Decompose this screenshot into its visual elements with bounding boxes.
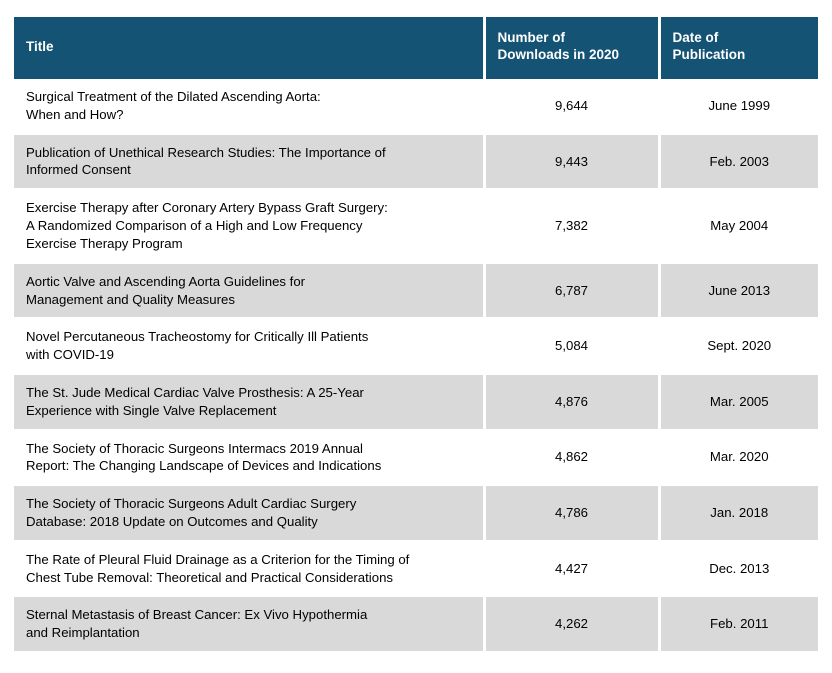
- table-row: [14, 374, 818, 430]
- table-row: [14, 318, 818, 374]
- table-row: [14, 596, 818, 652]
- column-header-title-line-1: Title: [26, 38, 54, 54]
- cell-title: [14, 134, 484, 190]
- cell-title: [14, 318, 484, 374]
- cell-downloads: 4,427: [484, 541, 659, 597]
- title-line: The Rate of Pleural Fluid Drainage as a Criterion for the Timing of: [26, 551, 410, 567]
- cell-date: Feb. 2003: [659, 134, 818, 190]
- title-line: with COVID-19: [26, 347, 114, 363]
- column-header-downloads-line-2: Downloads in 2020: [497, 47, 620, 62]
- table-row: [14, 189, 818, 262]
- cell-downloads: 6,787: [484, 263, 659, 319]
- cell-downloads: 4,262: [484, 596, 659, 652]
- cell-date: Sept. 2020: [659, 318, 818, 374]
- table-header-row: [14, 17, 818, 79]
- cell-downloads: 5,084: [484, 318, 659, 374]
- title-line: Sternal Metastasis of Breast Cancer: Ex Vivo Hypothermia: [26, 607, 368, 623]
- cell-date: Mar. 2005: [659, 374, 818, 430]
- title-line: Report: The Changing Landscape of Devices and Indications: [26, 458, 382, 474]
- title-line: Chest Tube Removal: Theoretical and Practical Considerations: [26, 569, 393, 585]
- cell-date: May 2004: [659, 189, 818, 262]
- table-row: [14, 485, 818, 541]
- table-row: [14, 263, 818, 319]
- cell-downloads: 9,443: [484, 134, 659, 190]
- cell-date: Dec. 2013: [659, 541, 818, 597]
- title-line: A Randomized Comparison of a High and Low Frequency: [26, 218, 363, 234]
- cell-date: Jan. 2018: [659, 485, 818, 541]
- title-line: Experience with Single Valve Replacement: [26, 402, 277, 418]
- column-header-downloads: [484, 17, 659, 79]
- cell-date: Feb. 2011: [659, 596, 818, 652]
- title-line: Surgical Treatment of the Dilated Ascending Aorta:: [26, 89, 321, 104]
- title-line: The St. Jude Medical Cardiac Valve Prosthesis: A 25-Year: [26, 384, 364, 400]
- title-line: When and How?: [26, 106, 124, 122]
- cell-title: [14, 430, 484, 486]
- cell-title: [14, 374, 484, 430]
- cell-title: [14, 263, 484, 319]
- cell-date: June 1999: [659, 79, 818, 134]
- title-line: Management and Quality Measures: [26, 291, 235, 307]
- title-line: Aortic Valve and Ascending Aorta Guidelines for: [26, 273, 306, 289]
- title-line: Exercise Therapy Program: [26, 235, 183, 251]
- title-line: Exercise Therapy after Coronary Artery Bypass Graft Surgery:: [26, 200, 388, 216]
- table-body: [14, 79, 818, 652]
- cell-downloads: 4,876: [484, 374, 659, 430]
- column-header-date-line-2: Publication: [672, 47, 746, 62]
- cell-title: [14, 485, 484, 541]
- column-header-date: [659, 17, 818, 79]
- title-line: Database: 2018 Update on Outcomes and Quality: [26, 514, 318, 529]
- cell-downloads: 7,382: [484, 189, 659, 262]
- top-downloads-table: [14, 17, 818, 653]
- title-line: Novel Percutaneous Tracheostomy for Critically Ill Patients: [26, 329, 369, 345]
- table-row: [14, 79, 818, 134]
- cell-title: [14, 541, 484, 597]
- cell-title: [14, 189, 484, 262]
- cell-date: Mar. 2020: [659, 430, 818, 486]
- column-header-title: [14, 17, 484, 79]
- column-header-date-line-1: Date of: [672, 30, 719, 46]
- downloads-table-container: [14, 17, 818, 653]
- cell-title: [14, 79, 484, 134]
- table-header: [14, 17, 818, 79]
- table-row: [14, 134, 818, 190]
- title-line: Publication of Unethical Research Studies: The Importance of: [26, 144, 386, 160]
- column-header-downloads-line-1: Number of: [497, 30, 565, 46]
- title-line: The Society of Thoracic Surgeons Intermacs 2019 Annual: [26, 440, 363, 456]
- cell-downloads: 9,644: [484, 79, 659, 134]
- cell-date: June 2013: [659, 263, 818, 319]
- cell-downloads: 4,786: [484, 485, 659, 541]
- cell-downloads: 4,862: [484, 430, 659, 486]
- title-line: Informed Consent: [26, 162, 131, 178]
- title-line: and Reimplantation: [26, 625, 140, 641]
- table-row: [14, 430, 818, 486]
- table-row: [14, 541, 818, 597]
- title-line: The Society of Thoracic Surgeons Adult Cardiac Surgery: [26, 496, 357, 512]
- cell-title: [14, 596, 484, 652]
